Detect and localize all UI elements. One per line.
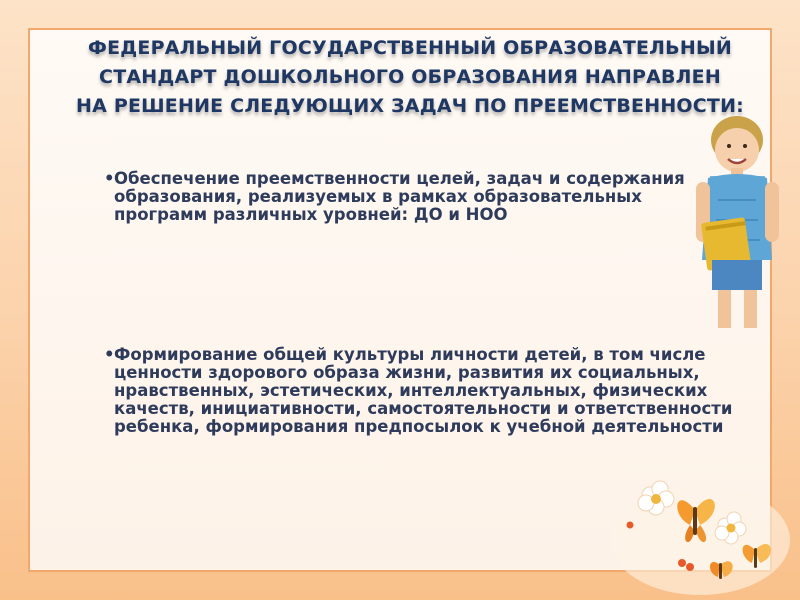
slide-title — [70, 34, 750, 121]
boy-with-books-picture — [690, 110, 785, 335]
title-line-2: СТАНДАРТ ДОШКОЛЬНОГО ОБРАЗОВАНИЯ НАПРАВЛЕН — [99, 66, 721, 88]
butterflies-and-flowers-picture — [590, 455, 790, 595]
bullet-item-continuity: • Обеспечение преемственности целей, задач и содержания образования, реализуемых в рамках образовательных программ различных уровней: ДО и НОО — [104, 170, 704, 224]
title-line-1: ФЕДЕРАЛЬНЫЙ ГОСУДАРСТВЕННЫЙ ОБРАЗОВАТЕЛЬНЫЙ — [88, 37, 732, 59]
bullet-item-culture: • Формирование общей культуры личности детей, в том числе ценности здорового образа жизни, развития их социальных, нравственных, эстетических, интеллектуальных, физических качеств, инициативности, самостоятельности и ответственности ребенка, формирования предпосылок к учебной деятельности — [104, 346, 754, 436]
title-line-3: НА РЕШЕНИЕ СЛЕДУЮЩИХ ЗАДАЧ ПО ПРЕЕМСТВЕННОСТИ: — [76, 95, 744, 117]
